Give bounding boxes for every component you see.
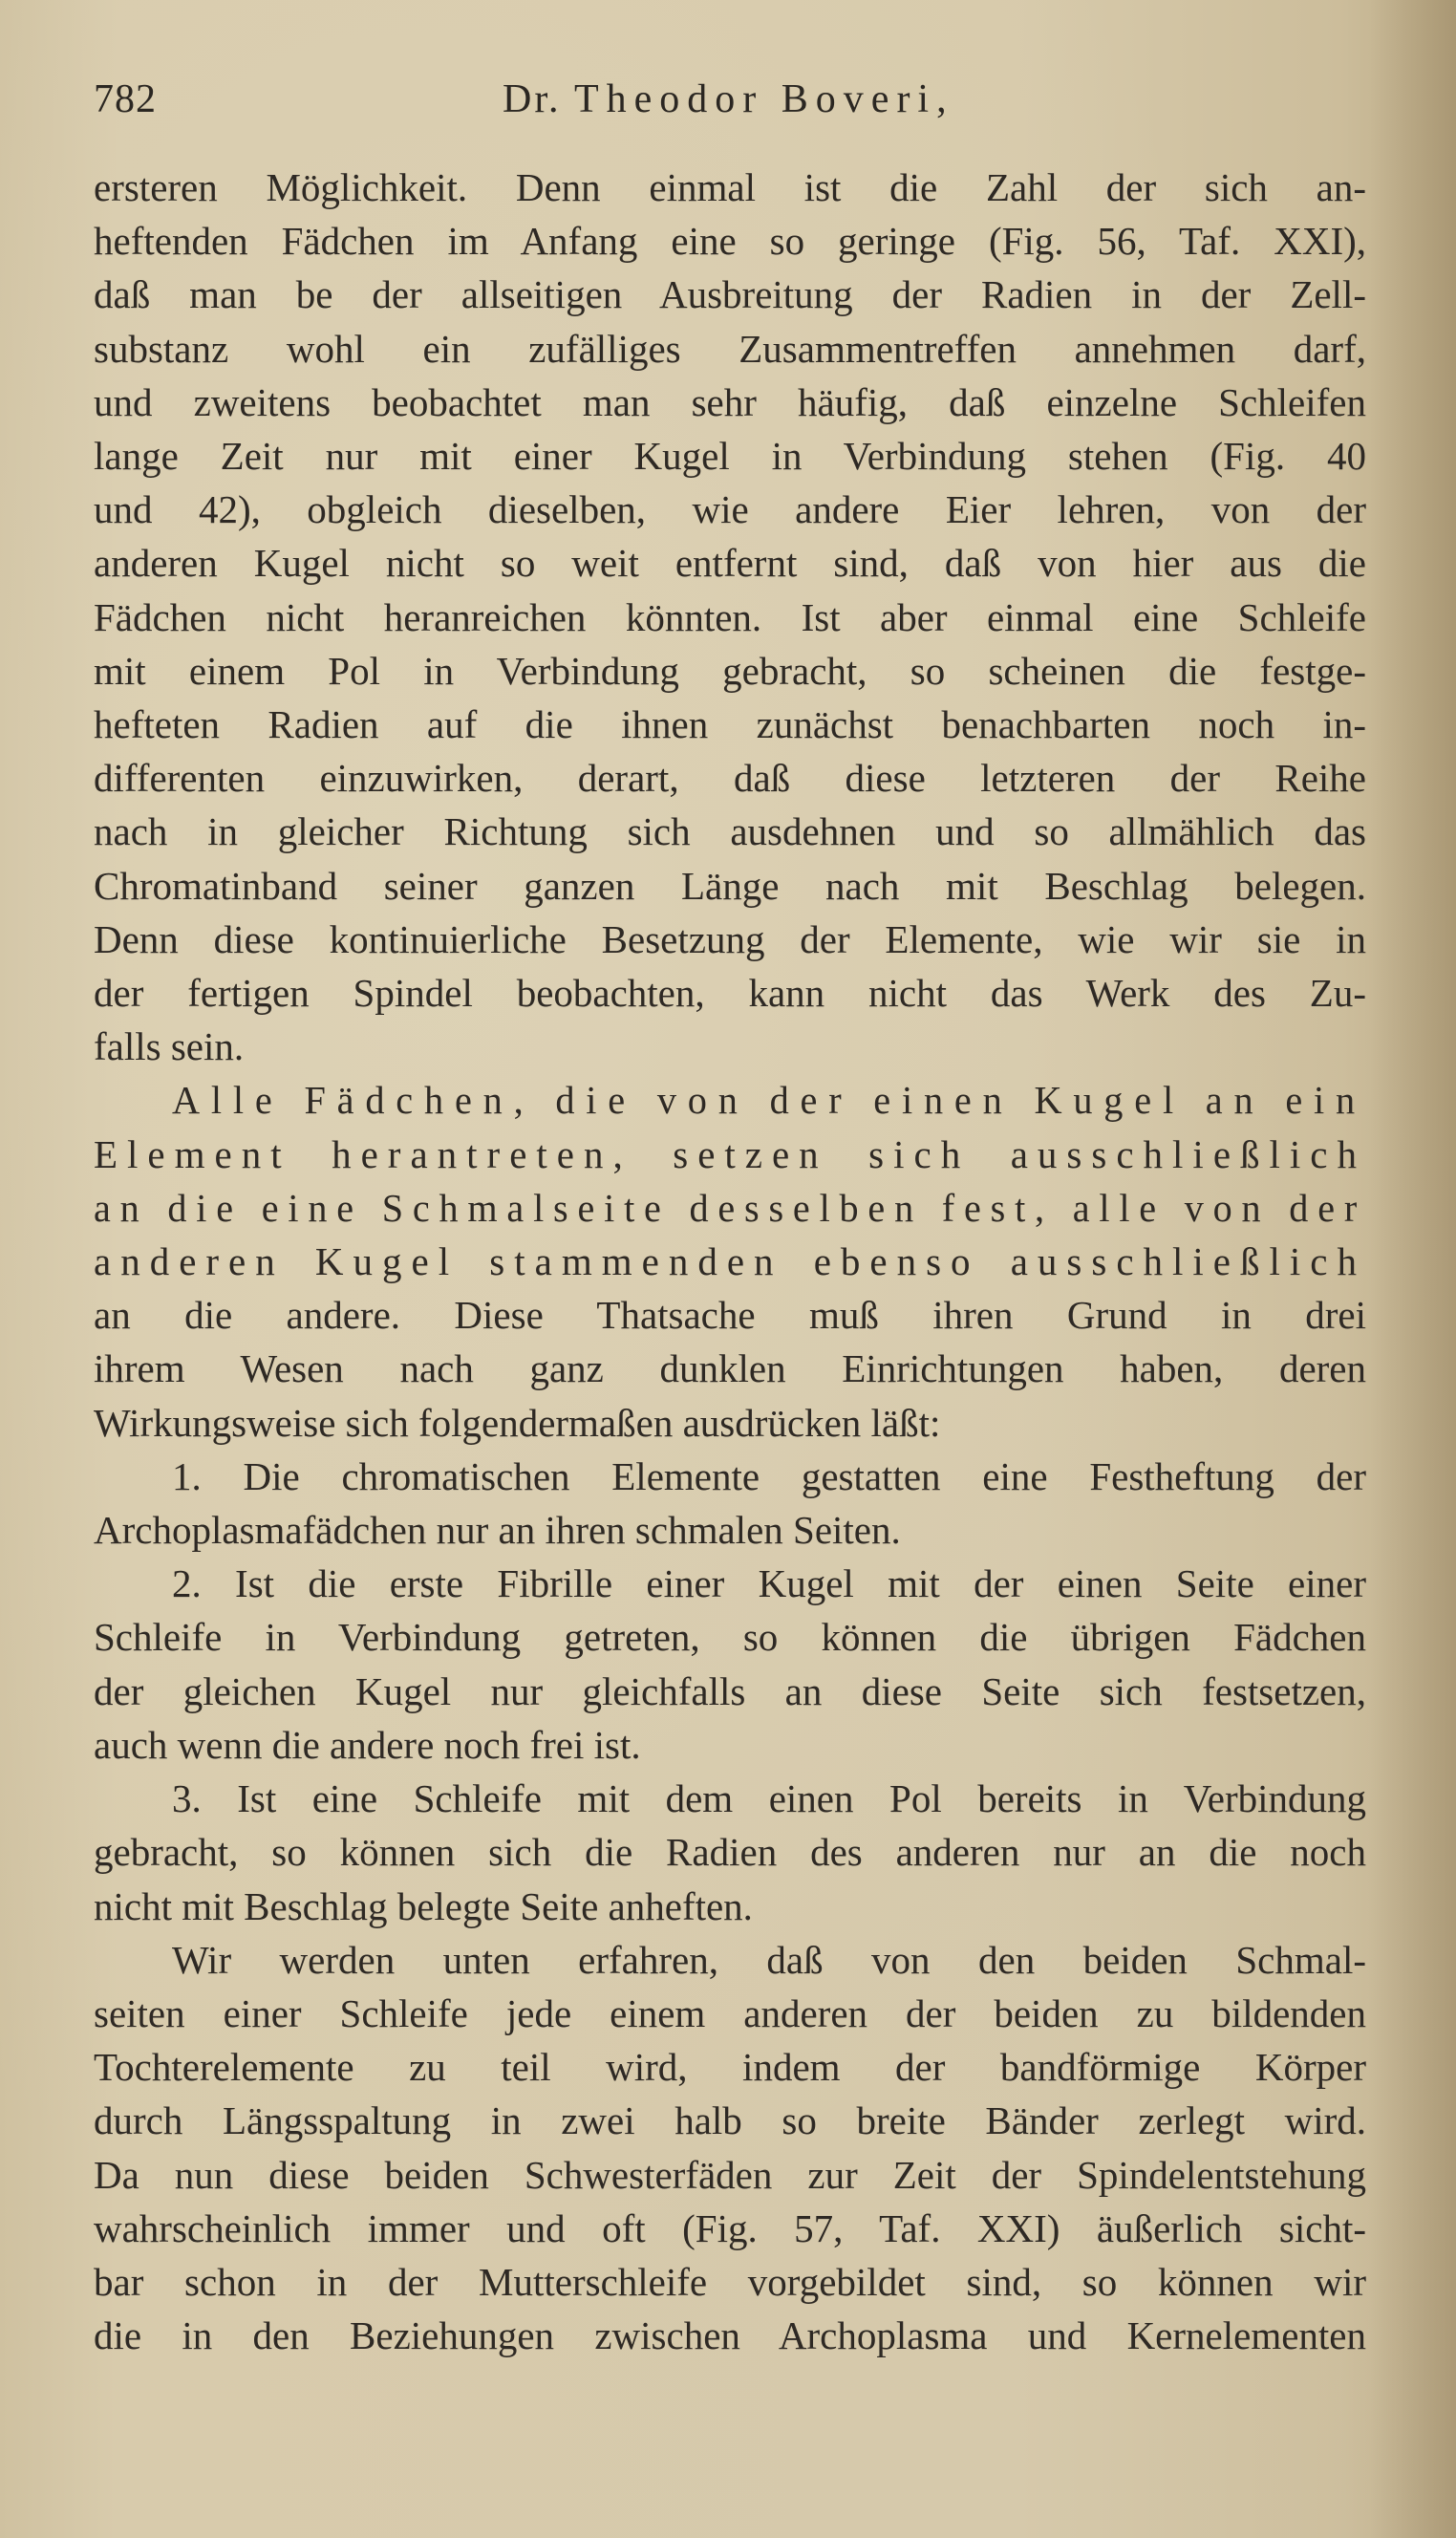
text-line-emphasis: Element herantreten, setzen sich ausschließlich [94,1131,1366,1176]
paragraph [94,1933,1366,2363]
paragraph [94,1073,1366,1449]
text-line: substanz wohl ein zufälliges Zusammentreffen annehmen darf, [94,326,1366,371]
text-line: Denn diese kontinuierliche Besetzung der Elemente, wie wir sie in [94,916,1366,961]
text-line: der fertigen Spindel beobachten, kann nicht das Werk des Zu- [94,971,1366,1016]
text-line: differenten einzuwirken, derart, daß diese letzteren der Reihe [94,756,1366,801]
paragraph [94,1450,1366,1557]
running-head [503,76,954,122]
text-line: Da nun diese beiden Schwesterfäden zur Zeit der Spindelentstehung [94,2152,1366,2197]
text-line: daß man be der allseitigen Ausbreitung der Radien in der Zell- [94,272,1366,317]
text-line: anderen Kugel nicht so weit entfernt sind, daß von hier aus die [94,541,1366,586]
text-line: nach in gleicher Richtung sich ausdehnen und so allmählich das [94,809,1366,854]
text-line: falls sein. [94,1024,245,1069]
text-line: 3. Ist eine Schleife mit dem einen Pol bereits in Verbindung [172,1776,1366,1821]
body-text [94,161,1366,2362]
text-line: und 42), obgleich dieselben, wie andere Eier lehren, von der [94,487,1366,532]
author-name: Theodor Boveri, [574,77,954,121]
text-line: bar schon in der Mutterschleife vorgebildet sind, so können wir [94,2259,1366,2304]
text-line: Fädchen nicht heranreichen könnten. Ist aber einmal eine Schleife [94,594,1366,639]
text-line: 1. Die chromatischen Elemente gestatten eine Festheftung der [172,1453,1366,1498]
text-line: wahrscheinlich immer und oft (Fig. 57, Taf. XXI) äußerlich sicht- [94,2205,1366,2250]
paragraph [94,1557,1366,1772]
text-line: Archoplasmafädchen nur an ihren schmalen Seiten. [94,1508,901,1553]
text-line: auch wenn die andere noch frei ist. [94,1722,641,1767]
text-line: Tochterelemente zu teil wird, indem der bandförmige Körper [94,2045,1366,2090]
text-line: der gleichen Kugel nur gleichfalls an diese Seite sich festsetzen, [94,1668,1366,1713]
text-line-emphasis: an die eine Schmalseite desselben fest, alle von der [94,1185,1367,1230]
paragraph [94,161,1366,1073]
page-edge-shadow [1370,0,1456,2538]
text-line: heftenden Fädchen im Anfang eine so geringe (Fig. 56, Taf. XXI), [94,219,1366,264]
text-line: lange Zeit nur mit einer Kugel in Verbindung stehen (Fig. 40 [94,434,1366,479]
text-line: an die andere. Diese Thatsache muß ihren Grund in drei [94,1293,1366,1338]
page-number: 782 [94,77,157,121]
text-line: durch Längsspaltung in zwei halb so breite Bänder zerlegt wird. [94,2098,1366,2143]
author-prefix: Dr. [503,77,562,121]
text-line: ihrem Wesen nach ganz dunklen Einrichtungen haben, deren [94,1346,1366,1391]
running-header [94,76,1364,143]
text-line: ersteren Möglichkeit. Denn einmal ist die Zahl der sich an- [94,165,1366,209]
text-line: nicht mit Beschlag belegte Seite anheften. [94,1883,753,1928]
text-line: die in den Beziehungen zwischen Archoplasma und Kernelementen [94,2313,1366,2358]
text-line: Chromatinband seiner ganzen Länge nach mit Beschlag belegen. [94,863,1366,908]
text-line: Wirkungsweise sich folgendermaßen ausdrücken läßt: [94,1400,941,1445]
text-line: gebracht, so können sich die Radien des anderen nur an die noch [94,1830,1366,1875]
text-line: Schleife in Verbindung getreten, so können die übrigen Fädchen [94,1615,1366,1660]
text-line-emphasis: anderen Kugel stammenden ebenso ausschließlich [94,1239,1366,1284]
text-line: 2. Ist die erste Fibrille einer Kugel mit der einen Seite einer [172,1561,1366,1606]
text-line-emphasis: Alle Fädchen, die von der einen Kugel an ein [172,1078,1366,1123]
paragraph [94,1772,1366,1933]
text-line: hefteten Radien auf die ihnen zunächst benachbarten noch in- [94,702,1366,747]
text-line: seiten einer Schleife jede einem anderen der beiden zu bildenden [94,1990,1366,2035]
text-line: Wir werden unten erfahren, daß von den beiden Schmal- [172,1937,1366,1982]
text-line: mit einem Pol in Verbindung gebracht, so scheinen die festge- [94,648,1366,693]
text-line: und zweitens beobachtet man sehr häufig, daß einzelne Schleifen [94,379,1366,424]
